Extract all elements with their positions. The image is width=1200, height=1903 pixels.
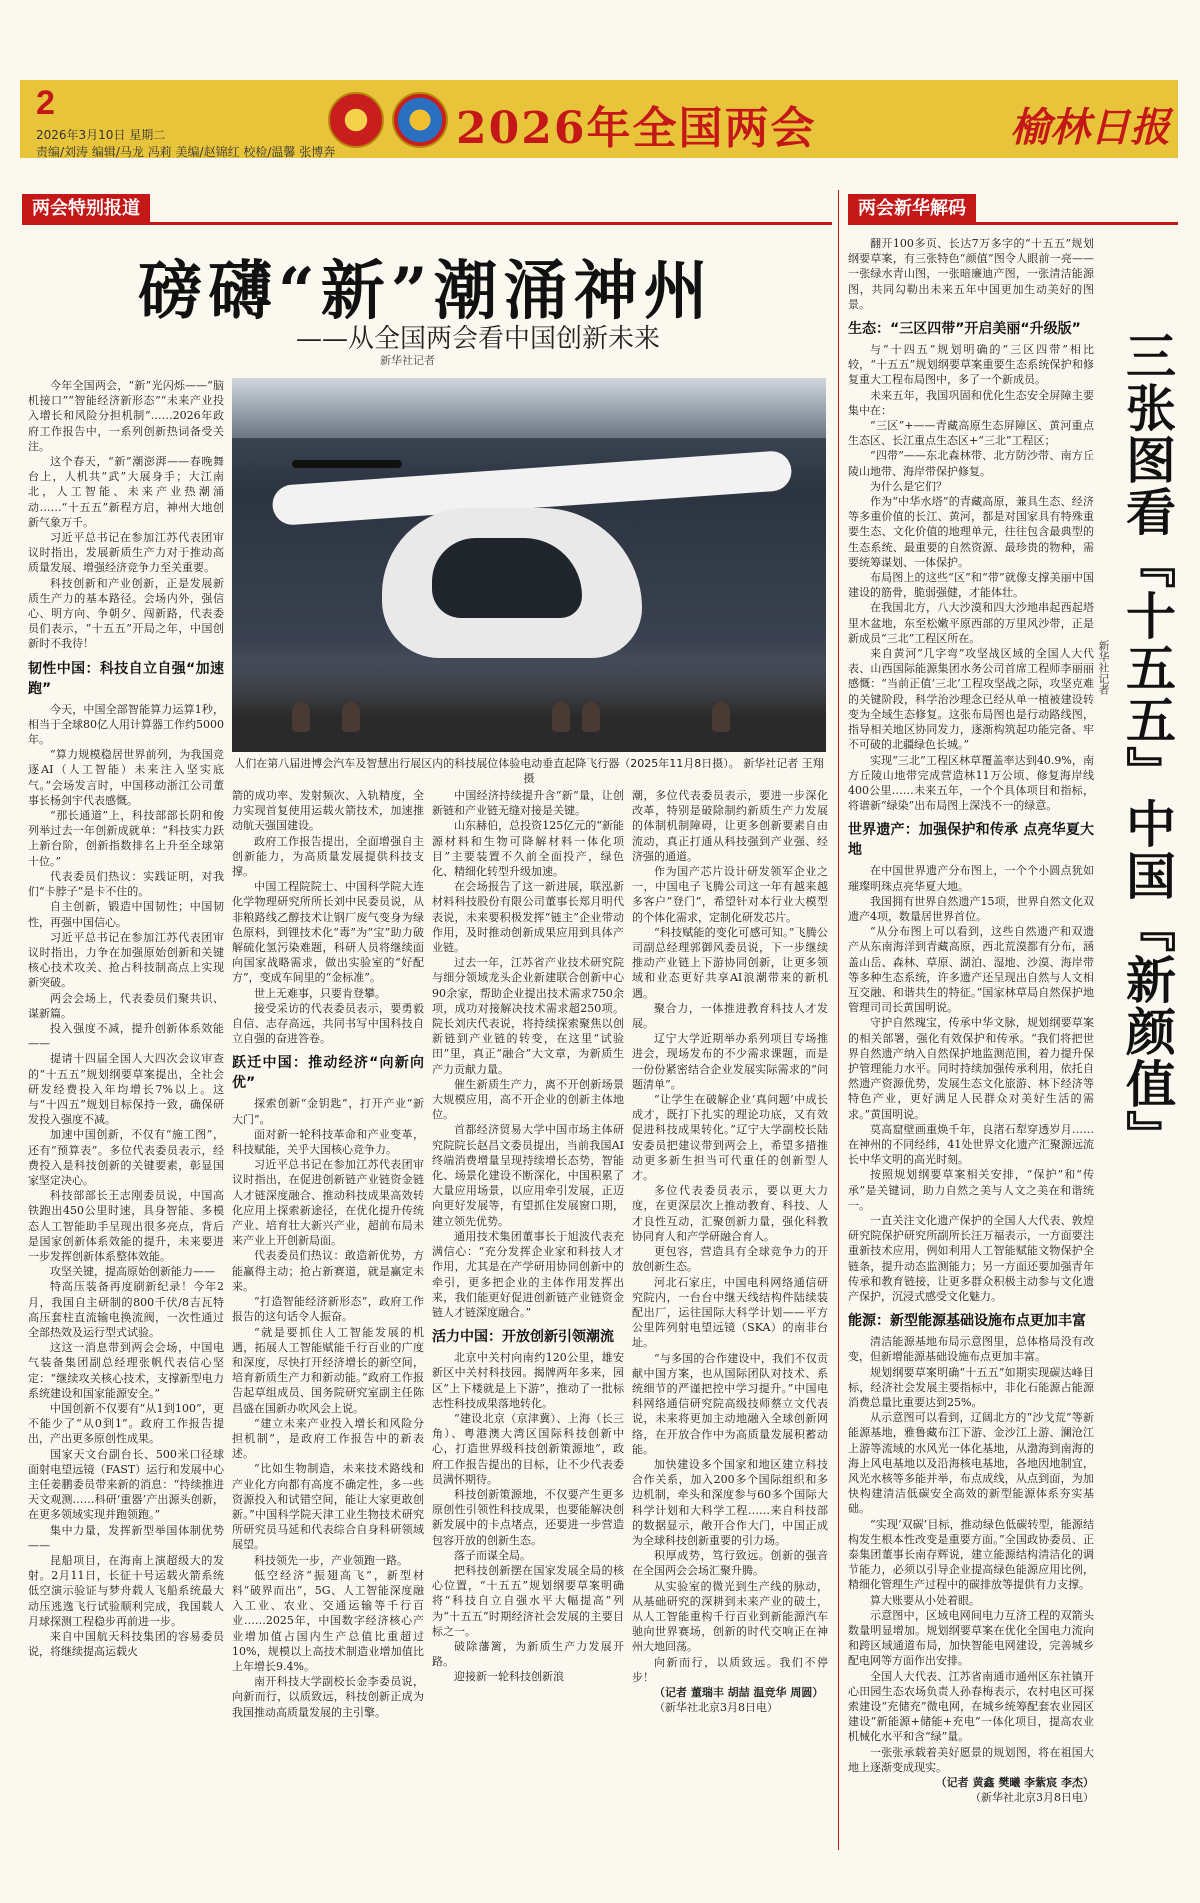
paragraph: 积厚成势，笃行致远。创新的强音在全国两会会场汇聚升腾。 (632, 1549, 828, 1578)
paragraph: 为什么是它们？ (870, 479, 947, 493)
paragraph: “三区”+——青藏高原生态屏障区、黄河重点生态区、长江重点生态区+“三北”工程区； (848, 419, 1094, 448)
paragraph: 科技创新和产业创新，正是发展新质生产力的基本路径。会场内外，强信心、明方向、争朝夕、闯新路，代表委员们表示，“十五五”开局之年，中国创新时不我待！ (28, 576, 224, 651)
paragraph: 首都经济贸易大学中国市场主体研究院院长赵昌文委员提出，当前我国AI终端消费增量呈现持续增长态势，智能化、场景化建设不断深化，中国积累了大量应用场景，以应用牵引发展，正迈向更好发展等，有望抓住发展窗口期，建立领先优势。 (432, 1123, 624, 1228)
reporter-credits: （记者 董瑞丰 胡喆 温竞华 周圆） (654, 1685, 824, 1699)
paragraph: 这这一消息带到两会会场，中国电气装备集团副总经理张帆代表信心坚定：“继续攻关核心技术，支撑新型电力系统建设和国家能源安全。” (28, 1341, 224, 1400)
paragraph: 习近平总书记在参加江苏代表团审议时指出，发展新质生产力对于推动高质量发展、增强经济竞争力至关重要。 (28, 531, 224, 575)
paragraph: “比如生物制造，未来技术路线和产业化方向都有高度不确定性，多一些资源投入和试错空间，能让大家更敢创新。”中国科学院天津工业生物技术研究所研究员马延和代表综合自身科研领域展望。 (232, 1462, 424, 1552)
section-heading: 生态：“三区四带”开启美丽“升级版” (848, 321, 1081, 338)
paragraph: 按照规划纲要草案相关安排，“保护”和“传承”是关键词，助力自然之美与人文之美在和谐统一。 (848, 1168, 1094, 1212)
paragraph: 向新而行，以质致远。我们不停步！ (632, 1655, 828, 1684)
paragraph: 多位代表委员表示，要以更大力度，在更深层次上推动教育、科技、人才良性互动，汇聚创新力量，强化科教协同育人和产学研融合育人。 (632, 1184, 828, 1243)
paragraph: 国家天文台副台长、500米口径球面射电望远镜（FAST）运行和发展中心主任姜鹏委员带来新的消息：“持续推进天文观测……科研‘重器’产出源头创新，在更多领域实现并跑领跑。” (28, 1447, 224, 1522)
paragraph: 一张张承载着美好愿景的规划图，将在祖国大地上逐渐变成现实。 (848, 1745, 1094, 1774)
article-column-3 (432, 788, 624, 1848)
paragraph: 探索创新“金钥匙”，打开产业“新大门”。 (232, 1097, 424, 1126)
paragraph: 布局图上的这些“区”和“带”就像支撑美丽中国建设的筋骨，脆弱强健，才能体壮。 (848, 571, 1094, 600)
paragraph: 更包容，营造具有全球竞争力的开放创新生态。 (632, 1245, 828, 1274)
paragraph: 从示意图可以看到，辽阔北方的“沙戈荒”等新能源基地，雅鲁藏布江下游、金沙江上游、澜沧江上游等流域的水风光一体化基地，从渤海到南海的海上风电基地以及沿海核电基地，各地因地制宜，风光水核等多能并举，布点成线，从点到面，为加快构建清洁低碳安全高效的新型能源体系夯实基础。 (848, 1411, 1094, 1516)
paragraph: 提请十四届全国人大四次会议审查的“十五五”规划纲要草案提出，全社会研发经费投入年均增长7%以上。这与“十四五”规划目标保持一致，确保研发投入强度不减。 (28, 1052, 224, 1127)
paragraph: 落子而谋全局。 (454, 1548, 531, 1562)
paragraph: 莫高窟壁画重焕千年，良渚石犁穿透岁月……在神州的不同经纬，41处世界文化遗产汇聚源远流长中华文明的高光时刻。 (848, 1122, 1094, 1167)
paragraph: 政府工作报告提出，全面增强自主创新能力，为高质量发展提供科技支撑。 (232, 834, 424, 879)
paragraph: 全国人大代表、江苏省南通市通州区东社镇开心田园生态农场负责人孙春梅表示，农村电区可探索建设“充储充”微电网，在城乡统筹配套农业园区建设“新能源+储能+充电”一体化项目，提高农业机械化水平和含“绿”量。 (848, 1669, 1094, 1744)
paragraph: “实现‘双碳’目标，推动绿色低碳转型，能源结构发生根本性改变是重要方面。”全国政协委员、正泰集团董事长南存辉说，建立能源结构清洁化的调节能力，必须以引导企业提高绿色能源应用比例，精细化管理生产过程中的碳排放等提供有力支撑。 (848, 1517, 1094, 1592)
paragraph: 加速中国创新，不仅有“施工图”，还有“预算表”。多位代表委员表示，经费投入是科技创新的关键要素，彰显国家坚定决心。 (28, 1128, 224, 1187)
paragraph: 我国拥有世界自然遗产15项，世界自然文化双遗产4项，数量居世界首位。 (848, 894, 1094, 923)
paragraph: 中国创新不仅要有“从1到100”，更不能少了“从0到1”。政府工作报告提出，产出更多原创性成果。 (28, 1402, 224, 1446)
paragraph: 科技创新策源地，不仅要产生更多原创性引领性科技成果，也要能解决创新发展中的卡点堵点，还要进一步营造包容开放的创新生态。 (432, 1487, 624, 1547)
paragraph: 从实验室的微光到生产线的脉动，从基础研究的深耕到未来产业的破土，从人工智能重构千行百业到新能源汽车驰向世界赛场，创新的时代交响正在神州大地回荡。 (632, 1579, 828, 1654)
paragraph: 中国工程院院士、中国科学院大连化学物理研究所所长刘中民委员说，从非粮路线乙醇技术让钢厂废气变身为绿色原料，到锂技术化“毒”为“宝”助力破解硫化氢污染难题，科研人员将继续面向国家战略需求，做出实验室的“好配方”，变成车间里的“金标准”。 (232, 880, 424, 985)
paragraph: 特高压装备再度刷新纪录！今年2月，我国自主研制的800千伏/8吉瓦特高压套柱直流输电换流阀，一次性通过全部热效及运行型式试验。 (28, 1280, 224, 1339)
paragraph: 今年全国两会，“新”光闪烁——“脑机接口”“智能经济新形态”“未来产业投入增长和风险分担机制”……2026年政府工作报告中，一系列创新热词备受关注。 (28, 379, 224, 453)
paragraph: 集中力量，发挥新型举国体制优势—— (28, 1523, 224, 1552)
paragraph: “那长通道”上，科技部部长阴和俊列举过去一年创新成就单：“科技实力跃上新台阶，创新指数排名上升至全球第十位。” (28, 809, 224, 868)
paragraph: 代表委员们热议：实践证明，对我们“卡脖子”是卡不住的。 (28, 869, 224, 899)
paragraph: “让学生在破解企业‘真问题’中成长成才，既打下扎实的理论功底，又有效促进科技成果转化。”辽宁大学副校长陆安委员把建议带到两会上，希望多措推动更多新生担当可代重任的创新型人才。 (632, 1093, 828, 1183)
cppcc-emblem-icon (392, 92, 448, 148)
section-heading: 跃迁中国：推动经济“向新向优” (232, 1055, 424, 1092)
section-rule (22, 222, 832, 225)
paragraph: “从分布图上可以看到，这些自然遗产和双遗产从东南海洋到青藏高原，西北荒漠都有分布，涵盖山岳、森林、草原、湖泊、湿地、沙漠、海岸带等多种生态系统，许多遗产还呈现出自然与人文相互交融、和谐共生的特征。”国家林草局自然保护地管理司司长黄国明说。 (848, 925, 1094, 1015)
paragraph: 昆船项目，在海南上演超级大的发射。2月11日，长征十号运载火箭系统低空演示验证与梦舟载人飞船系统最大动压逃逸飞行试验顺利完成，我国载人月球探测工程稳步再前进一步。 (28, 1554, 224, 1628)
paragraph: 迎接新一轮科技创新浪 (454, 1670, 564, 1684)
paragraph: 面对新一轮科技革命和产业变革，科技赋能，关乎大国核心竞争力。 (232, 1127, 424, 1157)
paragraph: 代表委员们热议：敢造新优势，方能赢得主动；抢占新赛道，就是赢定未来。 (232, 1249, 424, 1293)
paragraph: “算力规模稳居世界前列，为我国竞逐AI（人工智能）未来注入坚实底气。”会场发言时，中国移动浙江公司董事长杨剑宇代表感慨。 (28, 748, 224, 807)
paragraph: 把科技创新摆在国家发展全局的核心位置，“十五五”规划纲要草案明确将“科技自立自强水平大幅提高”列为“十五五”时期经济社会发展的主要目标之一。 (432, 1563, 624, 1638)
news-photo-evtol (232, 378, 826, 752)
paragraph: 聚合力，一体推进教育科技人才发展。 (632, 1001, 828, 1031)
paragraph: “四带”——东北森林带、北方防沙带、南方丘陵山地带、海岸带保护修复。 (848, 449, 1094, 478)
paragraph: “打造智能经济新形态”，政府工作报告的这句话令人振奋。 (232, 1295, 424, 1324)
article-headline: 磅礴“新”潮涌神州 (138, 254, 714, 329)
paragraph: 接受采访的代表委员表示，要勇毅自信、志存高远，共同书写中国科技自立自强的奋进答卷。 (232, 1001, 424, 1046)
paragraph: “就是要抓住人工智能发展的机遇，拓展人工智能赋能千行百业的广度和深度，尽快打开经济增长的新空间，培育新质生产力和新动能。”政府工作报告起草组成员、国务院研究室副主任陈昌盛在国新办吹风会上说。 (232, 1325, 424, 1415)
paragraph: 翻开100多页、长达7万多字的“十五五”规划纲要草案，有三张特色“颜值”图令人眼前一亮——一张绿水青山图，一张暗廉迪产图，一张清洁能源图，共同勾勒出未来五年中国更加生动美好的图景。 (848, 237, 1094, 311)
paragraph: 科技领先一步，产业领跑一路。 (254, 1553, 408, 1567)
paragraph: 习近平总书记在参加江苏代表团审议时指出，在促进创新链产业链资金链人才链深度融合、推动科技成果高效转化应用上探索新途径，在优化提升传统产业、培育壮大新兴产业，超前布局未来产业上开创新局面。 (232, 1158, 424, 1248)
paragraph: 科技部部长王志刚委员说，中国高铁跑出450公里时速，具身智能、多模态人工智能助手呈现出很多亮点，背后是国家创新体系效能的提升，未来要进一步发挥创新体系整体效能。 (28, 1189, 224, 1263)
article-byline: 新华社记者 (380, 354, 435, 367)
paragraph: 作为国产芯片设计研发领军企业之一，中国电子飞腾公司这一年有越来越多客户“登门”，希望针对本行业大模型的个体化需求，定制化研发芯片。 (632, 865, 828, 924)
article-column-1 (28, 378, 224, 1848)
paragraph: 世上无难事，只要肯登攀。 (254, 986, 386, 1000)
paragraph: 中国经济持续提升含“新”量，让创新链和产业链无缝对接是关键。 (432, 789, 624, 818)
paragraph: 规划纲要草案明确“十五五”如期实现碳达峰目标，经济社会发展主要指标中，非化石能源占能源消费总量比重要达到25%。 (848, 1365, 1094, 1410)
section-heading: 韧性中国：科技自立自强“加速跑” (28, 660, 224, 697)
article-column-2 (232, 788, 424, 1848)
banner-title: 2026年全国两会 (456, 103, 817, 154)
paragraph: 在我国北方，八大沙漠和四大沙地串起西起塔里木盆地，东至松嫩平原西部的万里风沙带，正是新成员“三北”工程区所在。 (848, 601, 1094, 645)
paragraph: 习近平总书记在参加江苏代表团审议时指出，力争在加强原始创新和关键核心技术攻关、抢占科技制高点上实现新突破。 (28, 930, 224, 990)
paragraph: 来自中国航天科技集团的容易委员说，将继续提高运载火 (28, 1630, 224, 1659)
paragraph: 南开科技大学副校长金李委员说，向新而行，以质致远，科技创新正成为我国推动高质量发展的主引擎。 (232, 1675, 424, 1719)
paragraph: 今天，中国全部智能算力运算1秒，相当于全球80亿人用计算器工作约5000年。 (28, 702, 224, 747)
feature-column (848, 236, 1094, 1805)
column-divider (838, 190, 839, 1850)
paragraph: “建立未来产业投入增长和风险分担机制”，是政府工作报告中的新表述。 (232, 1416, 424, 1461)
paragraph: 作为“中华水塔”的青藏高原，兼具生态、经济等多重价值的长江、黄河，都是对国家具有特殊重要生态、文化价值的地理单元，往往包含最典型的生态系统、最重要的自然资源、最珍贵的物种，需要统筹谋划、一体保护。 (848, 495, 1094, 569)
paragraph: 与“十四五”规划明确的“三区四带”相比较，“十五五”规划纲要草案重要生态系统保护和修复重大工程布局图中，多了一个新成员。 (848, 343, 1094, 387)
vertical-feature-title: 三张图看『十五五』中国『新颜值』 (1118, 330, 1177, 1162)
national-emblem-icon (328, 92, 384, 148)
newspaper-logo: 榆林日报 (1010, 104, 1170, 151)
section-tag-decode: 两会新华解码 (848, 194, 976, 224)
paragraph: 低空经济“振翅高飞”，新型材料“破界而出”，5G、人工智能深度融入工业、农业、交通运输等千行百业……2025年，中国数字经济核心产业增加值占国内生产总值比重超过10%，规模以上高技术制造业增加值比上年增长9.4%。 (232, 1568, 424, 1673)
issue-date: 2026年3月10日 星期二 (36, 128, 166, 142)
section-heading: 活力中国：开放创新引领潮流 (432, 1329, 614, 1346)
paragraph: 在中国世界遗产分布图上，一个个小圆点犹如璀璨明珠点亮华夏大地。 (848, 864, 1094, 893)
paragraph: 来自黄河“几字弯”攻坚战区域的全国人大代表、山西国际能源集团水务公司首席工程师李丽丽感慨：“当前正值‘三北’工程攻坚战之际，攻坚克难的关键阶段，科学治沙理念已经从单一植被建设转变为全域生态修复。这张布局图也是行动路线图，指导相关地区协同发力，逐渐构筑起功能完备、牢不可破的北疆绿色长城。” (848, 647, 1094, 752)
paragraph: 破除藩篱，为新质生产力发展开路。 (432, 1639, 624, 1669)
section-tag-special-report: 两会特别报道 (22, 194, 150, 224)
paragraph: 这个春天，“新”潮澎湃——春晚舞台上，人机共“武”大展身手；大江南北，人工智能、未来产业热潮涌动……“十五五”新程方启，神州大地创新气象万千。 (28, 455, 224, 529)
reporter-credits: （记者 黄鑫 樊曦 李紫宸 李杰） (935, 1776, 1094, 1790)
paragraph: 通用技术集团董事长于旭波代表充满信心：“充分发挥企业家和科技人才作用，尤其是在产学研用协同创新中的牵引，更多把企业的主体作用发挥出来，我们能更好促进创新链产业链资金链人才链深度融合。” (432, 1229, 624, 1319)
paragraph: “科技赋能的变化可感可知。”飞腾公司副总经理郭御风委员说，下一步继续推动产业链上下游协同创新，让更多领域和业态更好共享AI浪潮带来的新机遇。 (632, 925, 828, 1000)
paragraph: 北京中关村向南约120公里，雄安新区中关村科技园。揭牌两年多来，园区“上下楼就是上下游”，推动了一批标志性科技成果落地转化。 (432, 1351, 624, 1410)
paragraph: 守护自然瑰宝，传承中华文脉，规划纲要草案的相关部署，强化有效保护和传承。“我们将把世界自然遗产纳入自然保护地监测范围，着力提升保护管理能力水平。同时持续加强传承利用，依托自然遗产资源优势，发展生态文化旅游、林下经济等特色产业，更好满足人民群众对美好生活的需求。”黄国明说。 (848, 1016, 1094, 1121)
paragraph: 算大账要从小处着眼。 (870, 1593, 980, 1607)
paragraph: 河北石家庄，中国电科网络通信研究院内，一台台中继天线结构件陆续装配出厂，运往国际大科学计划——平方公里阵列射电望远镜（SKA）的南非台址。 (632, 1275, 828, 1350)
paragraph: 两会会场上，代表委员们聚共识、谋新篇。 (28, 991, 224, 1020)
article-subhead: ——从全国两会看中国创新未来 (296, 324, 661, 354)
paragraph: 在会场报告了这一新进展，联泓新材料科技股份有限公司董事长郑月明代表说，未来要积极发挥“链主”企业带动作用，及时推动创新成果应用到具体产业链。 (432, 880, 624, 955)
paragraph: 催生新质生产力，离不开创新场景大规模应用，高不开企业的创新主体地位。 (432, 1077, 624, 1122)
paragraph: 实现“三北”工程区林草覆盖率达到40.9%，南方丘陵山地带完成营造林11万公顷、修复海岸线400公里……未来五年，一个个具体项目和指标，将谱新“绿染”出布局图上深浅不一的绿意。 (848, 753, 1094, 813)
article-column-4 (632, 788, 828, 1848)
page-number: 2 (36, 84, 55, 122)
paragraph: 山东赫伯，总投资125亿元的“新能源材料和生物可降解材料一体化项目”主要装置不久前全面投产，绿色化、精细化转型升级加速。 (432, 819, 624, 879)
paragraph: “与多国的合作建设中，我们不仅贡献中国方案，也从国际团队对技术、系统细节的严谨把控中学习提升。”中国电科网络通信研究院高级技师蔡立文代表说，未来将更加主动地融入全球创新网络，在开放合作中为高质量发展积蓄动能。 (632, 1351, 828, 1456)
dateline-credit: （新华社北京3月8日电） (970, 1791, 1094, 1805)
section-rule (848, 222, 1178, 225)
paragraph: 未来五年，我国巩固和优化生态安全屏障主要集中在： (848, 388, 1094, 417)
paragraph: 过去一年，江苏省产业技术研究院与细分领域龙头企业新建联合创新中心90余家，帮助企业提出技术需求750余项，成功对接解决技术需求超250项。院长刘庆代表说，将持续探索聚焦以创新链到产业链的转变，在这里“试验田”里，真正“融合”大文章，为新质生产力贡献力量。 (432, 956, 624, 1076)
dateline-credit: （新华社北京3月8日电） (654, 1701, 778, 1715)
paragraph: “建设北京（京津冀）、上海（长三角）、粤港澳大湾区国际科技创新中心，打造世界级科技创新策源地”，政府工作报告提出的目标，让不少代表委员满怀期待。 (432, 1411, 624, 1486)
paragraph: 示意图中，区域电网间电力互济工程的双箭头数量明显增加。规划纲要草案在优化全国电力流向和跨区域通道布局，加快智能电网建设，完善城乡配电网等方面作出安排。 (848, 1608, 1094, 1668)
section-heading: 能源：新型能源基础设施布点更加丰富 (848, 1313, 1086, 1330)
editor-credits: 责编/刘涛 编辑/马龙 冯莉 美编/赵锦红 校检/温馨 张博奔 (36, 145, 336, 159)
paragraph: 潮，多位代表委员表示，要进一步深化改革，特别是破除制约新质生产力发展的体制机制障碍，让更多创新要素自由流动，真正打通从科技强到产业强、经济强的通道。 (632, 789, 828, 863)
paragraph: 自主创新，锻造中国韧性；中国韧性，再强中国信心。 (28, 900, 224, 929)
paragraph: 一直关注文化遗产保护的全国人大代表、敦煌研究院保护研究所副所长汪万福表示，一方面要注重新技术应用，例如利用人工智能赋能文物保护全链条，提升动态监测能力；另一方面还要加强青年传承和教育链接，让更多群众积极主动参与文化遗产保护，沉浸式感受文化魅力。 (848, 1213, 1094, 1303)
vertical-byline: 新华社记者 (1097, 640, 1110, 695)
paragraph: 加快建设多个国家和地区建立科技合作关系，加入200多个国际组织和多边机制，牵头和深度参与60多个国际大科学计划和大科学工程……来自科技部的数据显示，敞开合作大门，中国正成为全球科技创新重要的引力场。 (632, 1457, 828, 1547)
paragraph: 清洁能源基地布局示意图里，总体格局没有改变，但新增能源基础设施布点更加丰富。 (848, 1335, 1094, 1364)
section-heading: 世界遗产：加强保护和传承 点亮华夏大地 (848, 822, 1094, 859)
paragraph: 箭的成功率、发射频次、入轨精度，全力实现首复使用运载火箭技术，加速推动航天强国建设。 (232, 789, 424, 833)
paragraph: 辽宁大学近期举办系列项目专场推进会，现场发布的不少需求课题，而是一份份紧密结合企业发展实际需求的“问题清单”。 (632, 1032, 828, 1091)
paragraph: 攻坚关键，提高原始创新能力—— (50, 1265, 215, 1279)
photo-caption: 人们在第八届进博会汽车及智慧出行展区内的科技展位体验电动垂直起降飞行器（2025年11月8日摄）。 新华社记者 王翔 摄 (234, 757, 824, 785)
paragraph: 投入强度不减，提升创新体系效能—— (28, 1021, 224, 1051)
